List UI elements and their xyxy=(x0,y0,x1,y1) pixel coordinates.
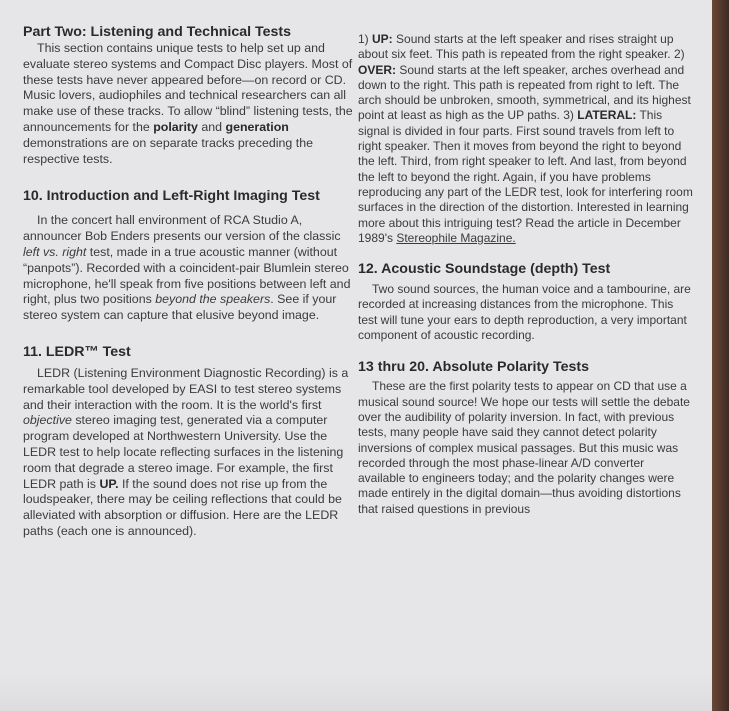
ledr-paths-list xyxy=(358,32,694,246)
beyond-the-speakers-term: beyond the speakers xyxy=(155,292,271,307)
over-path-term: OVER: xyxy=(358,62,397,77)
text: In the concert hall environment of RCA Studio A, announcer Bob Enders presents our version of the classic xyxy=(23,213,341,244)
text: demonstrations are on separate tracks preceding the respective tests. xyxy=(23,135,313,166)
polarity-term: polarity xyxy=(153,119,198,134)
section-13-20-body: These are the first polarity tests to appear on CD that use a musical sound source! We hope our tests will settle the debate over the audibility of polarity inversion. In fact, with previous tests, many people have said they cannot detect polarity inversions of complex musical passages. But this music was recorded through the most phase-linear A/D converter available to engineers today; and the polarity changes were made entirely in the digital domain—thus avoiding distortions that raised questions in previous xyxy=(358,379,690,516)
section-12-body: Two sound sources, the human voice and a tambourine, are recorded at increasing distances from the microphone. This test will tune your ears to depth reproduction, a very important component of acoustic recording. xyxy=(358,282,691,343)
text: If the sound does not rise up from the loudspeaker, there may be ceiling reflections that could be alleviated with absorption or diffusion. Here are the LEDR paths (each one is announced). xyxy=(23,476,342,538)
text: test, made in a true acoustic manner (without “panpots”). Recorded with a coincident-pair Blumlein stereo microphone, he'll speak from five positions between left and right, plus two positions xyxy=(23,244,351,307)
up-term: UP. xyxy=(99,476,119,491)
section-10-body xyxy=(23,213,353,324)
text: Sound starts at the left speaker and rises straight up about six feet. This path is repeated from the right speaker. 2) xyxy=(358,32,685,62)
page-shadow xyxy=(0,671,712,711)
text: and xyxy=(197,119,226,134)
left-vs-right-term: left vs. right xyxy=(23,244,87,259)
spacer xyxy=(23,205,353,213)
section-11-body xyxy=(23,366,353,540)
part-two-heading: Part Two: Listening and Technical Tests xyxy=(23,24,292,40)
right-column xyxy=(358,32,694,517)
section-10-heading: 10. Introduction and Left-Right Imaging Test xyxy=(23,188,320,205)
objective-term: objective xyxy=(23,413,72,428)
spacer xyxy=(23,324,353,344)
page-edge-background xyxy=(712,0,729,711)
spacer xyxy=(358,343,694,359)
section-11-heading: 11. LEDR™ Test xyxy=(23,343,131,360)
spacer xyxy=(358,246,694,261)
section-13-20-heading: 13 thru 20. Absolute Polarity Tests xyxy=(358,359,590,376)
text: Sound starts at the left speaker, arches overhead and down to the right. This path is repeated from right to left. The arch should be unbroken, smooth, symmetrical, and its highest point at least as high as the UP paths. 3) xyxy=(358,62,691,123)
left-column xyxy=(23,24,353,540)
text: This section contains unique tests to help set up and evaluate stereo systems and Compact Disc players. Most of these tests have never appeared before—on record or CD. Music lovers, audiophiles and technical researchers can all make use of these tracks. To allow “blind” listening tests, the announcements for the xyxy=(23,41,353,134)
stereophile-magazine-reference: Stereophile Magazine. xyxy=(396,230,516,245)
lateral-path-term: LATERAL: xyxy=(577,108,637,123)
section-12-heading: 12. Acoustic Soundstage (depth) Test xyxy=(358,261,611,278)
text: 1) xyxy=(358,32,373,46)
up-path-term: UP: xyxy=(372,32,393,46)
text: LEDR (Listening Environment Diagnostic Recording) is a remarkable tool developed by EASI to test stereo systems and their interaction with the room. It is the world's first xyxy=(23,365,349,412)
text: This signal is divided in four parts. First sound travels from left to right speaker. Then it moves from beyond the right to beyond the left. Third, from right speaker to left. And last, from beyond the left to beyond the right. Again, if you have problems reproducing any part of the LEDR test, look for interfering room surfaces in the direction of the distortion. Interested in learning more about this intriguing test? Read the article in December 1989's xyxy=(358,108,693,245)
generation-term: generation xyxy=(225,119,289,134)
part-two-intro xyxy=(23,41,353,167)
text: stereo imaging test, generated via a computer program developed at Northwestern University. Use the LEDR test to help locate reflecting surfaces in the listening room that degrade a stereo image. For example, the first LEDR path is xyxy=(23,413,344,491)
text: . See if your stereo system can capture that elusive beyond image. xyxy=(23,292,337,323)
spacer xyxy=(23,167,353,188)
